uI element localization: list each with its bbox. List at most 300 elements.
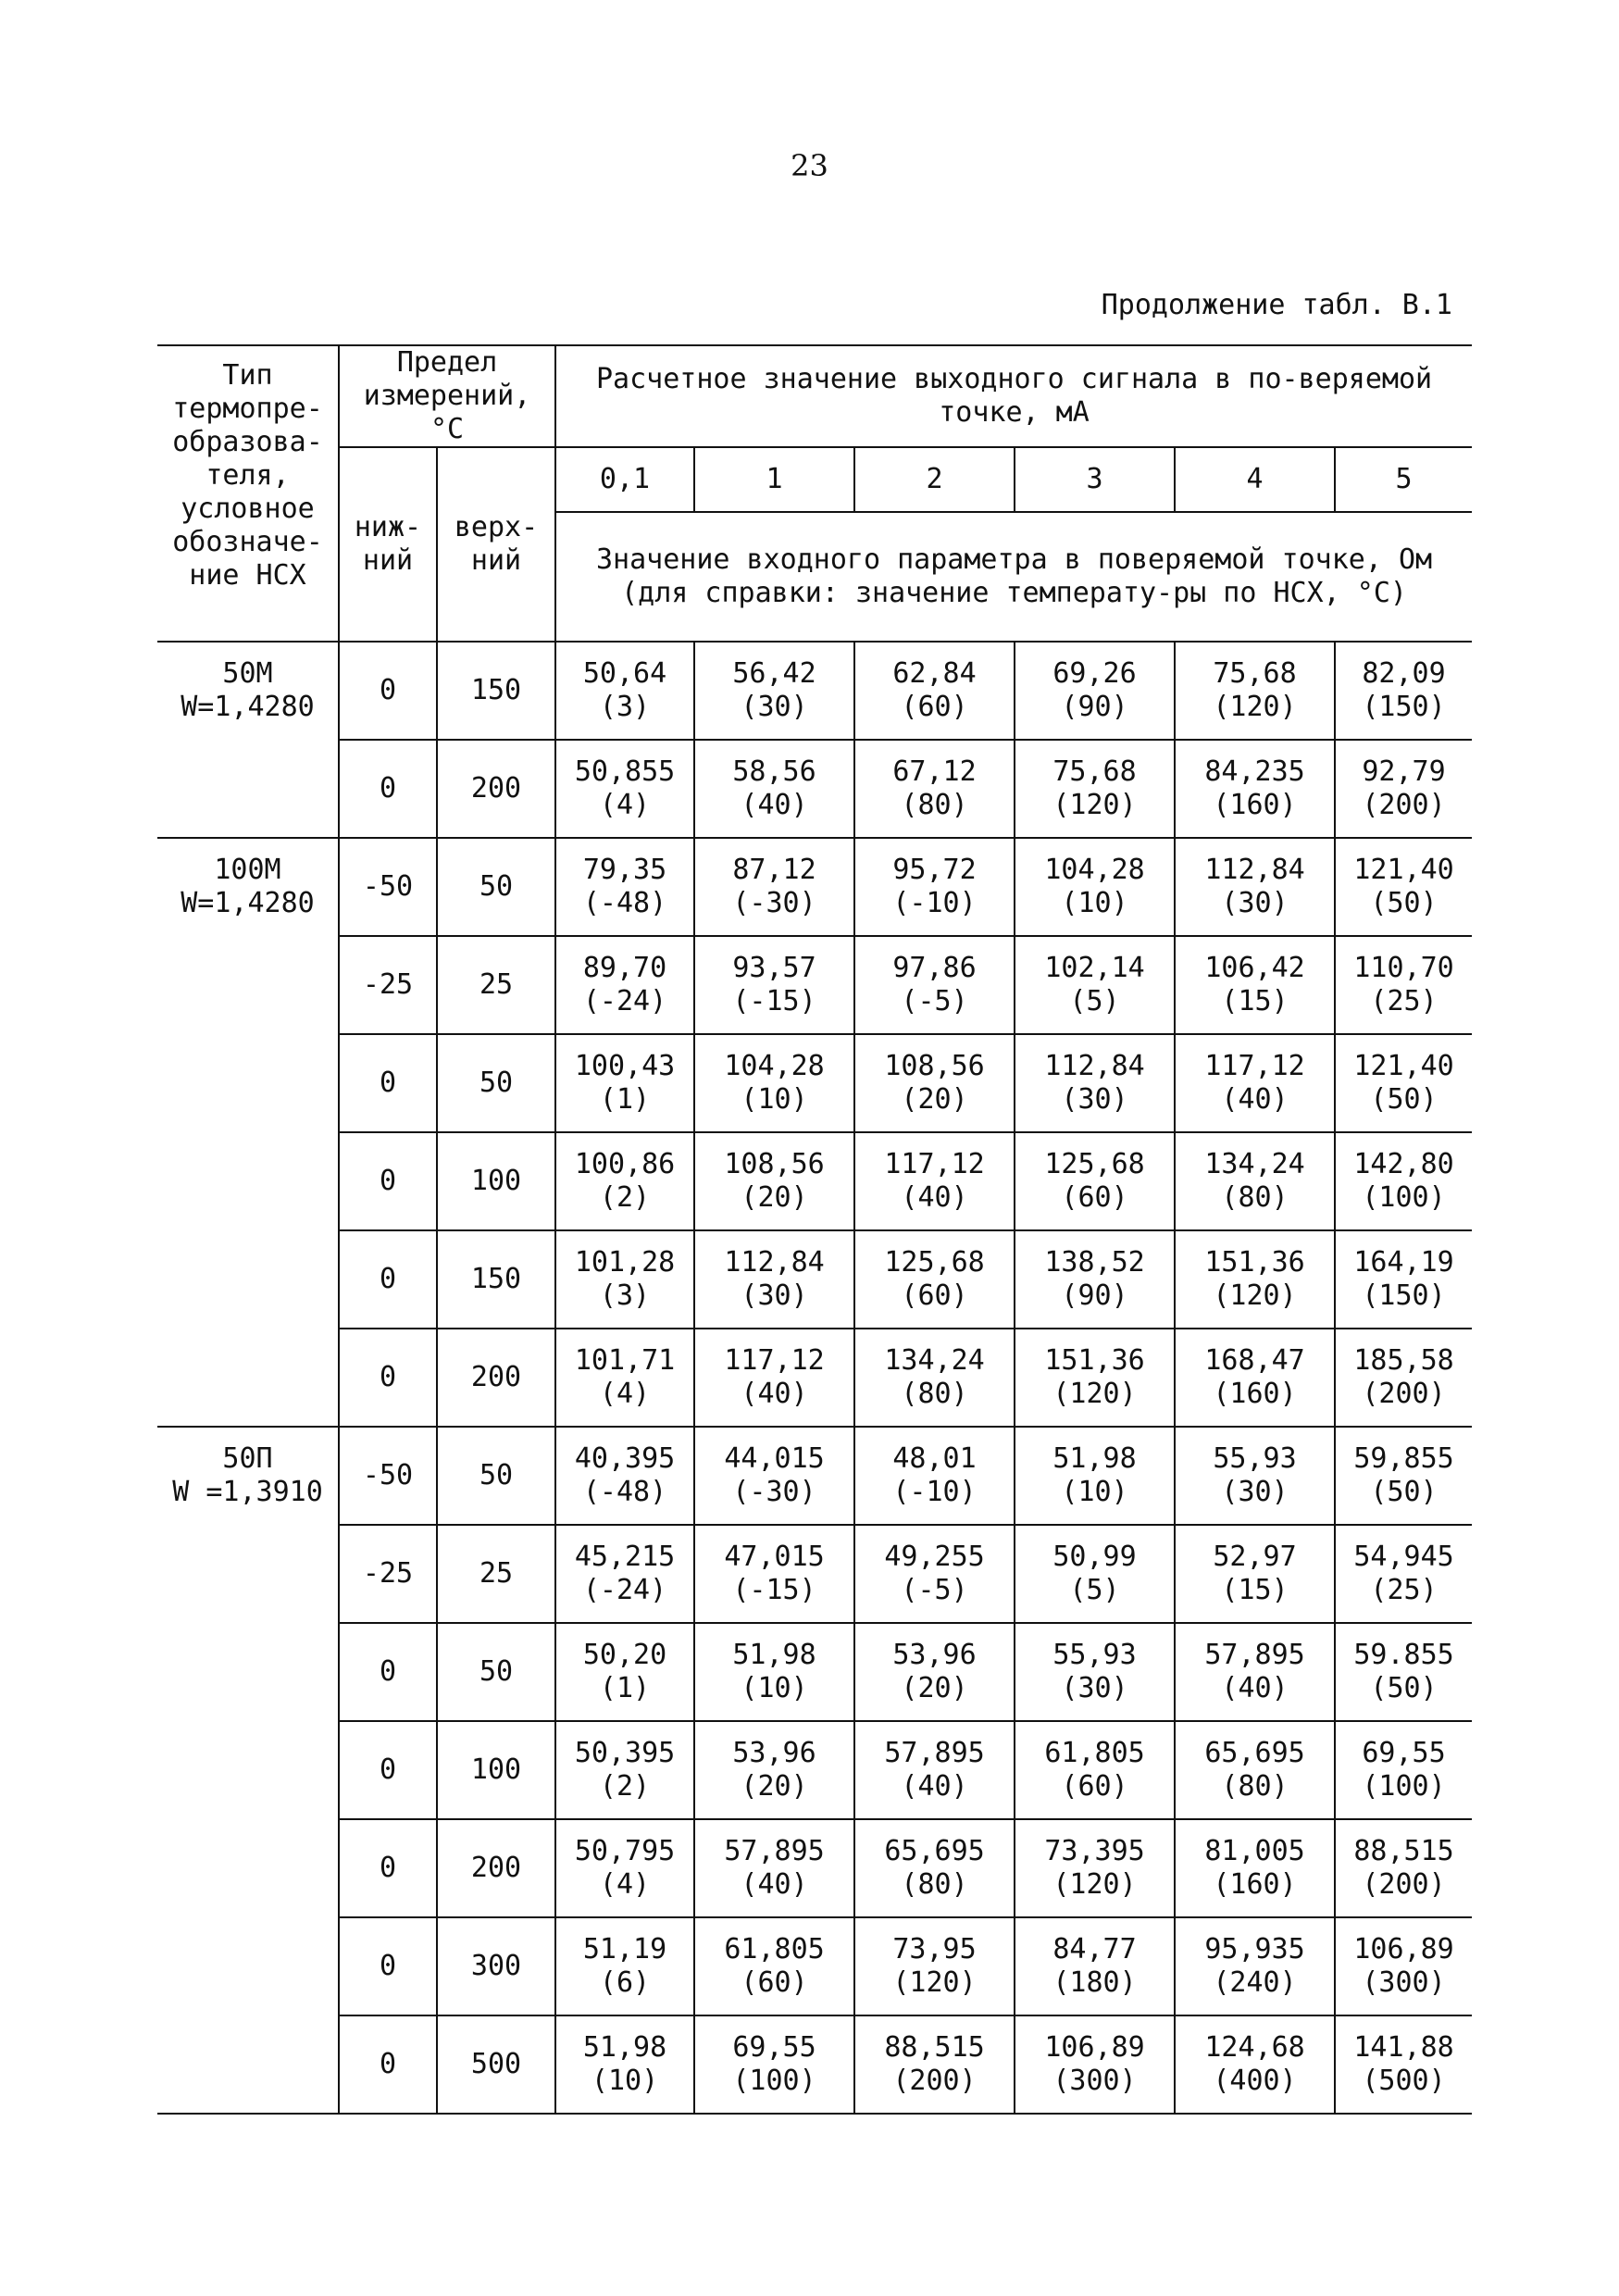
resistance-value: 49,255: [884, 1541, 985, 1573]
sensor-type-cell: [157, 1427, 339, 2114]
temperature-value: (60): [1061, 1770, 1128, 1803]
value-cell: [1015, 1721, 1175, 1819]
value-cell: [1015, 1034, 1175, 1132]
table-row: [157, 1329, 1472, 1427]
temperature-value: (40): [901, 1181, 968, 1214]
value-cell: [1175, 1525, 1335, 1623]
header-point: 0,1: [555, 447, 694, 512]
resistance-value: 124,68: [1204, 2031, 1305, 2064]
table-row: [157, 838, 1472, 936]
header-point: 3: [1015, 447, 1175, 512]
temperature-value: (-15): [732, 1574, 816, 1606]
temperature-value: (3): [599, 1279, 651, 1312]
limit-lower: 0: [339, 1917, 437, 2015]
table-header: [157, 345, 1472, 642]
header-lower: ниж-ний: [339, 447, 437, 642]
value-cell: [854, 936, 1015, 1034]
header-type: Тип термопре-образова-теля, условное обозначе-ние НСХ: [157, 345, 339, 642]
resistance-value: 100,86: [574, 1148, 676, 1180]
value-cell: [1335, 1034, 1472, 1132]
temperature-value: (-15): [732, 985, 816, 1017]
resistance-value: 73,395: [1044, 1835, 1145, 1867]
temperature-value: (160): [1213, 1378, 1297, 1410]
value-cell: [555, 1721, 694, 1819]
value-cell: [854, 1623, 1015, 1721]
resistance-value: 104,28: [724, 1050, 825, 1082]
temperature-value: (-5): [901, 1574, 968, 1606]
value-cell: [1015, 2015, 1175, 2114]
temperature-value: (80): [1221, 1181, 1289, 1214]
value-cell: [555, 1525, 694, 1623]
sensor-type-name: 50М: [222, 657, 273, 690]
temperature-value: (80): [1221, 1770, 1289, 1803]
value-cell: [854, 1525, 1015, 1623]
temperature-value: (2): [599, 1770, 651, 1803]
temperature-value: (40): [1221, 1672, 1289, 1704]
table-row: [157, 1230, 1472, 1329]
value-cell: [1175, 1230, 1335, 1329]
value-cell: [1015, 1525, 1175, 1623]
resistance-value: 185,58: [1353, 1344, 1454, 1377]
resistance-value: 51,98: [582, 2031, 667, 2064]
table-row: [157, 740, 1472, 838]
temperature-value: (300): [1052, 2065, 1137, 2097]
resistance-value: 53,96: [892, 1639, 977, 1671]
limit-upper: 500: [437, 2015, 555, 2114]
resistance-value: 142,80: [1353, 1148, 1454, 1180]
resistance-value: 138,52: [1044, 1246, 1145, 1279]
resistance-value: 121,40: [1353, 854, 1454, 886]
value-cell: [555, 838, 694, 936]
header-output-group: Расчетное значение выходного сигнала в по-веряемой точке, мА: [555, 345, 1472, 447]
limit-lower: 0: [339, 642, 437, 740]
resistance-value: 101,71: [574, 1344, 676, 1377]
temperature-value: (-24): [582, 1574, 667, 1606]
resistance-value: 51,98: [732, 1639, 816, 1671]
limit-upper: 150: [437, 1230, 555, 1329]
resistance-value: 61,805: [1044, 1737, 1145, 1769]
resistance-value: 82,09: [1362, 657, 1446, 690]
temperature-value: (-10): [892, 887, 977, 919]
resistance-value: 95,935: [1204, 1933, 1305, 1965]
table-row: [157, 1132, 1472, 1230]
value-cell: [555, 936, 694, 1034]
temperature-value: (50): [1370, 1083, 1438, 1116]
resistance-value: 108,56: [724, 1148, 825, 1180]
resistance-value: 59,855: [1353, 1442, 1454, 1475]
value-cell: [694, 1329, 854, 1427]
temperature-value: (80): [901, 1378, 968, 1410]
temperature-value: (40): [741, 1378, 808, 1410]
resistance-value: 89,70: [582, 952, 667, 984]
temperature-value: (4): [599, 789, 651, 821]
temperature-value: (2): [599, 1181, 651, 1214]
temperature-value: (15): [1221, 985, 1289, 1017]
value-cell: [1335, 1230, 1472, 1329]
temperature-value: (5): [1069, 985, 1120, 1017]
temperature-value: (-48): [582, 1476, 667, 1508]
temperature-value: (40): [901, 1770, 968, 1803]
temperature-value: (20): [901, 1083, 968, 1116]
temperature-value: (120): [1213, 691, 1297, 723]
sensor-type-w: W =1,3910: [172, 1476, 323, 1508]
header-point: 2: [854, 447, 1015, 512]
resistance-value: 59.855: [1353, 1639, 1454, 1671]
resistance-value: 45,215: [574, 1541, 676, 1573]
resistance-value: 54,945: [1353, 1541, 1454, 1573]
resistance-value: 51,98: [1052, 1442, 1137, 1475]
resistance-value: 84,235: [1204, 755, 1305, 788]
resistance-value: 104,28: [1044, 854, 1145, 886]
resistance-value: 62,84: [892, 657, 977, 690]
resistance-value: 164,19: [1353, 1246, 1454, 1279]
temperature-value: (100): [1362, 1181, 1446, 1214]
value-cell: [555, 1034, 694, 1132]
resistance-value: 56,42: [732, 657, 816, 690]
value-cell: [555, 1427, 694, 1525]
value-cell: [1175, 1329, 1335, 1427]
resistance-value: 110,70: [1353, 952, 1454, 984]
resistance-value: 108,56: [884, 1050, 985, 1082]
resistance-value: 57,895: [724, 1835, 825, 1867]
temperature-value: (100): [732, 2065, 816, 2097]
value-cell: [555, 1623, 694, 1721]
resistance-value: 88,515: [1353, 1835, 1454, 1867]
value-cell: [1335, 1721, 1472, 1819]
resistance-value: 40,395: [574, 1442, 676, 1475]
resistance-value: 112,84: [724, 1246, 825, 1279]
resistance-value: 106,89: [1044, 2031, 1145, 2064]
temperature-value: (20): [901, 1672, 968, 1704]
limit-upper: 100: [437, 1132, 555, 1230]
limit-lower: -25: [339, 1525, 437, 1623]
limit-upper: 200: [437, 740, 555, 838]
value-cell: [1335, 838, 1472, 936]
value-cell: [854, 1329, 1015, 1427]
resistance-value: 69,55: [1362, 1737, 1446, 1769]
limit-upper: 100: [437, 1721, 555, 1819]
value-cell: [694, 740, 854, 838]
temperature-value: (10): [741, 1672, 808, 1704]
temperature-value: (120): [1052, 789, 1137, 821]
limit-upper: 50: [437, 1034, 555, 1132]
sensor-type-w: W=1,4280: [181, 691, 315, 723]
limit-lower: -50: [339, 838, 437, 936]
value-cell: [1015, 1623, 1175, 1721]
resistance-value: 87,12: [732, 854, 816, 886]
limit-lower: -50: [339, 1427, 437, 1525]
header-input-group: Значение входного параметра в поверяемой точке, Ом (для справки: значение температу-ры по НСХ, °C): [555, 512, 1472, 642]
limit-upper: 200: [437, 1819, 555, 1917]
resistance-value: 52,97: [1213, 1541, 1297, 1573]
resistance-value: 61,805: [724, 1933, 825, 1965]
value-cell: [854, 740, 1015, 838]
value-cell: [1335, 1623, 1472, 1721]
temperature-value: (6): [599, 1966, 651, 1999]
value-cell: [694, 1917, 854, 2015]
temperature-value: (30): [1221, 1476, 1289, 1508]
temperature-value: (4): [599, 1868, 651, 1901]
value-cell: [1175, 1721, 1335, 1819]
limit-lower: 0: [339, 1034, 437, 1132]
table-row: [157, 1525, 1472, 1623]
temperature-value: (30): [1221, 887, 1289, 919]
sensor-type-cell: [157, 838, 339, 1427]
value-cell: [1015, 936, 1175, 1034]
value-cell: [1015, 1819, 1175, 1917]
value-cell: [1175, 1819, 1335, 1917]
value-cell: [1015, 642, 1175, 740]
temperature-value: (150): [1362, 691, 1446, 723]
resistance-value: 117,12: [884, 1148, 985, 1180]
temperature-value: (-10): [892, 1476, 977, 1508]
resistance-value: 151,36: [1044, 1344, 1145, 1377]
value-cell: [1335, 1917, 1472, 2015]
temperature-value: (60): [901, 691, 968, 723]
resistance-value: 48,01: [892, 1442, 977, 1475]
resistance-value: 50,855: [574, 755, 676, 788]
temperature-value: (160): [1213, 1868, 1297, 1901]
resistance-value: 44,015: [724, 1442, 825, 1475]
table-row: [157, 1034, 1472, 1132]
resistance-value: 134,24: [884, 1344, 985, 1377]
resistance-value: 51,19: [582, 1933, 667, 1965]
value-cell: [1175, 838, 1335, 936]
resistance-value: 65,695: [1204, 1737, 1305, 1769]
value-cell: [854, 642, 1015, 740]
value-cell: [694, 1525, 854, 1623]
value-cell: [555, 1329, 694, 1427]
temperature-value: (-24): [582, 985, 667, 1017]
temperature-value: (200): [1362, 1378, 1446, 1410]
resistance-value: 47,015: [724, 1541, 825, 1573]
table-row: [157, 1917, 1472, 2015]
temperature-value: (200): [892, 2065, 977, 2097]
header-point: 5: [1335, 447, 1472, 512]
temperature-value: (500): [1362, 2065, 1446, 2097]
temperature-value: (30): [1061, 1672, 1128, 1704]
limit-upper: 50: [437, 1623, 555, 1721]
limit-lower: 0: [339, 740, 437, 838]
limit-lower: 0: [339, 1819, 437, 1917]
resistance-value: 101,28: [574, 1246, 676, 1279]
temperature-value: (1): [599, 1083, 651, 1116]
limit-upper: 50: [437, 838, 555, 936]
resistance-value: 112,84: [1204, 854, 1305, 886]
value-cell: [555, 1819, 694, 1917]
limit-upper: 50: [437, 1427, 555, 1525]
resistance-value: 95,72: [892, 854, 977, 886]
temperature-value: (-30): [732, 1476, 816, 1508]
temperature-value: (50): [1370, 1672, 1438, 1704]
temperature-value: (10): [591, 2065, 659, 2097]
resistance-value: 69,26: [1052, 657, 1137, 690]
limit-upper: 150: [437, 642, 555, 740]
resistance-value: 55,93: [1213, 1442, 1297, 1475]
temperature-value: (10): [1061, 1476, 1128, 1508]
temperature-value: (150): [1362, 1279, 1446, 1312]
resistance-value: 93,57: [732, 952, 816, 984]
temperature-value: (120): [1052, 1868, 1137, 1901]
value-cell: [694, 1034, 854, 1132]
table-row: [157, 1819, 1472, 1917]
limit-upper: 25: [437, 936, 555, 1034]
temperature-value: (20): [741, 1181, 808, 1214]
value-cell: [694, 1819, 854, 1917]
resistance-value: 100,43: [574, 1050, 676, 1082]
resistance-value: 55,93: [1052, 1639, 1137, 1671]
temperature-value: (50): [1370, 1476, 1438, 1508]
resistance-value: 84,77: [1052, 1933, 1137, 1965]
temperature-value: (1): [599, 1672, 651, 1704]
value-cell: [1335, 1132, 1472, 1230]
table-row: [157, 1623, 1472, 1721]
table-caption: Продолжение табл. В.1: [1101, 289, 1452, 321]
value-cell: [854, 1819, 1015, 1917]
value-cell: [1335, 1819, 1472, 1917]
table-row: [157, 642, 1472, 740]
resistance-value: 57,895: [1204, 1639, 1305, 1671]
resistance-value: 97,86: [892, 952, 977, 984]
value-cell: [1335, 1427, 1472, 1525]
temperature-value: (120): [892, 1966, 977, 1999]
temperature-value: (25): [1370, 985, 1438, 1017]
temperature-value: (15): [1221, 1574, 1289, 1606]
header-point: 4: [1175, 447, 1335, 512]
limit-lower: -25: [339, 936, 437, 1034]
temperature-value: (20): [741, 1770, 808, 1803]
value-cell: [555, 1230, 694, 1329]
resistance-value: 88,515: [884, 2031, 985, 2064]
temperature-value: (60): [1061, 1181, 1128, 1214]
value-cell: [694, 1132, 854, 1230]
temperature-value: (80): [901, 1868, 968, 1901]
value-cell: [1175, 642, 1335, 740]
value-cell: [854, 838, 1015, 936]
temperature-value: (200): [1362, 789, 1446, 821]
resistance-value: 69,55: [732, 2031, 816, 2064]
temperature-value: (40): [741, 789, 808, 821]
value-cell: [1335, 936, 1472, 1034]
value-cell: [1175, 1034, 1335, 1132]
resistance-value: 79,35: [582, 854, 667, 886]
temperature-value: (-5): [901, 985, 968, 1017]
header-upper: верх-ний: [437, 447, 555, 642]
limit-lower: 0: [339, 1230, 437, 1329]
value-cell: [1335, 642, 1472, 740]
value-cell: [1015, 1132, 1175, 1230]
temperature-value: (240): [1213, 1966, 1297, 1999]
resistance-value: 65,695: [884, 1835, 985, 1867]
resistance-value: 125,68: [1044, 1148, 1145, 1180]
temperature-value: (30): [1061, 1083, 1128, 1116]
value-cell: [694, 1623, 854, 1721]
value-cell: [555, 1917, 694, 2015]
temperature-value: (120): [1213, 1279, 1297, 1312]
table-row: [157, 2015, 1472, 2114]
value-cell: [1175, 1623, 1335, 1721]
temperature-value: (60): [901, 1279, 968, 1312]
table-row: [157, 1427, 1472, 1525]
table-row: [157, 1721, 1472, 1819]
sensor-type-cell: [157, 642, 339, 838]
temperature-value: (30): [741, 1279, 808, 1312]
resistance-value: 81,005: [1204, 1835, 1305, 1867]
value-cell: [694, 936, 854, 1034]
resistance-value: 58,56: [732, 755, 816, 788]
temperature-value: (25): [1370, 1574, 1438, 1606]
resistance-value: 106,42: [1204, 952, 1305, 984]
value-cell: [1335, 1525, 1472, 1623]
temperature-value: (80): [901, 789, 968, 821]
sensor-type-w: W=1,4280: [181, 887, 315, 919]
temperature-value: (10): [741, 1083, 808, 1116]
value-cell: [854, 1917, 1015, 2015]
value-cell: [555, 1132, 694, 1230]
table-body: [157, 642, 1472, 2114]
value-cell: [694, 1230, 854, 1329]
value-cell: [854, 1427, 1015, 1525]
resistance-value: 73,95: [892, 1933, 977, 1965]
temperature-value: (90): [1061, 1279, 1128, 1312]
temperature-value: (40): [1221, 1083, 1289, 1116]
value-cell: [1335, 740, 1472, 838]
resistance-value: 53,96: [732, 1737, 816, 1769]
limit-lower: 0: [339, 1329, 437, 1427]
value-cell: [694, 642, 854, 740]
temperature-value: (5): [1069, 1574, 1120, 1606]
value-cell: [1175, 2015, 1335, 2114]
value-cell: [694, 1721, 854, 1819]
temperature-value: (-48): [582, 887, 667, 919]
temperature-value: (400): [1213, 2065, 1297, 2097]
temperature-value: (200): [1362, 1868, 1446, 1901]
temperature-value: (30): [741, 691, 808, 723]
resistance-value: 125,68: [884, 1246, 985, 1279]
value-cell: [694, 838, 854, 936]
resistance-value: 141,88: [1353, 2031, 1454, 2064]
resistance-value: 75,68: [1213, 657, 1297, 690]
sensor-type-name: 100М: [214, 854, 281, 886]
value-cell: [854, 1230, 1015, 1329]
value-cell: [854, 1132, 1015, 1230]
value-cell: [1175, 1427, 1335, 1525]
value-cell: [854, 1721, 1015, 1819]
resistance-value: 106,89: [1353, 1933, 1454, 1965]
resistance-value: 92,79: [1362, 755, 1446, 788]
value-cell: [694, 1427, 854, 1525]
temperature-value: (300): [1362, 1966, 1446, 1999]
value-cell: [1015, 1230, 1175, 1329]
resistance-value: 134,24: [1204, 1148, 1305, 1180]
limit-lower: 0: [339, 1623, 437, 1721]
resistance-value: 50,99: [1052, 1541, 1137, 1573]
value-cell: [1015, 1329, 1175, 1427]
value-cell: [694, 2015, 854, 2114]
limit-lower: 0: [339, 1132, 437, 1230]
temperature-value: (160): [1213, 789, 1297, 821]
value-cell: [1335, 2015, 1472, 2114]
temperature-value: (40): [741, 1868, 808, 1901]
resistance-value: 112,84: [1044, 1050, 1145, 1082]
temperature-value: (100): [1362, 1770, 1446, 1803]
value-cell: [1015, 1917, 1175, 2015]
resistance-value: 117,12: [724, 1344, 825, 1377]
value-cell: [1175, 1132, 1335, 1230]
resistance-value: 50,395: [574, 1737, 676, 1769]
resistance-value: 168,47: [1204, 1344, 1305, 1377]
resistance-value: 50,795: [574, 1835, 676, 1867]
